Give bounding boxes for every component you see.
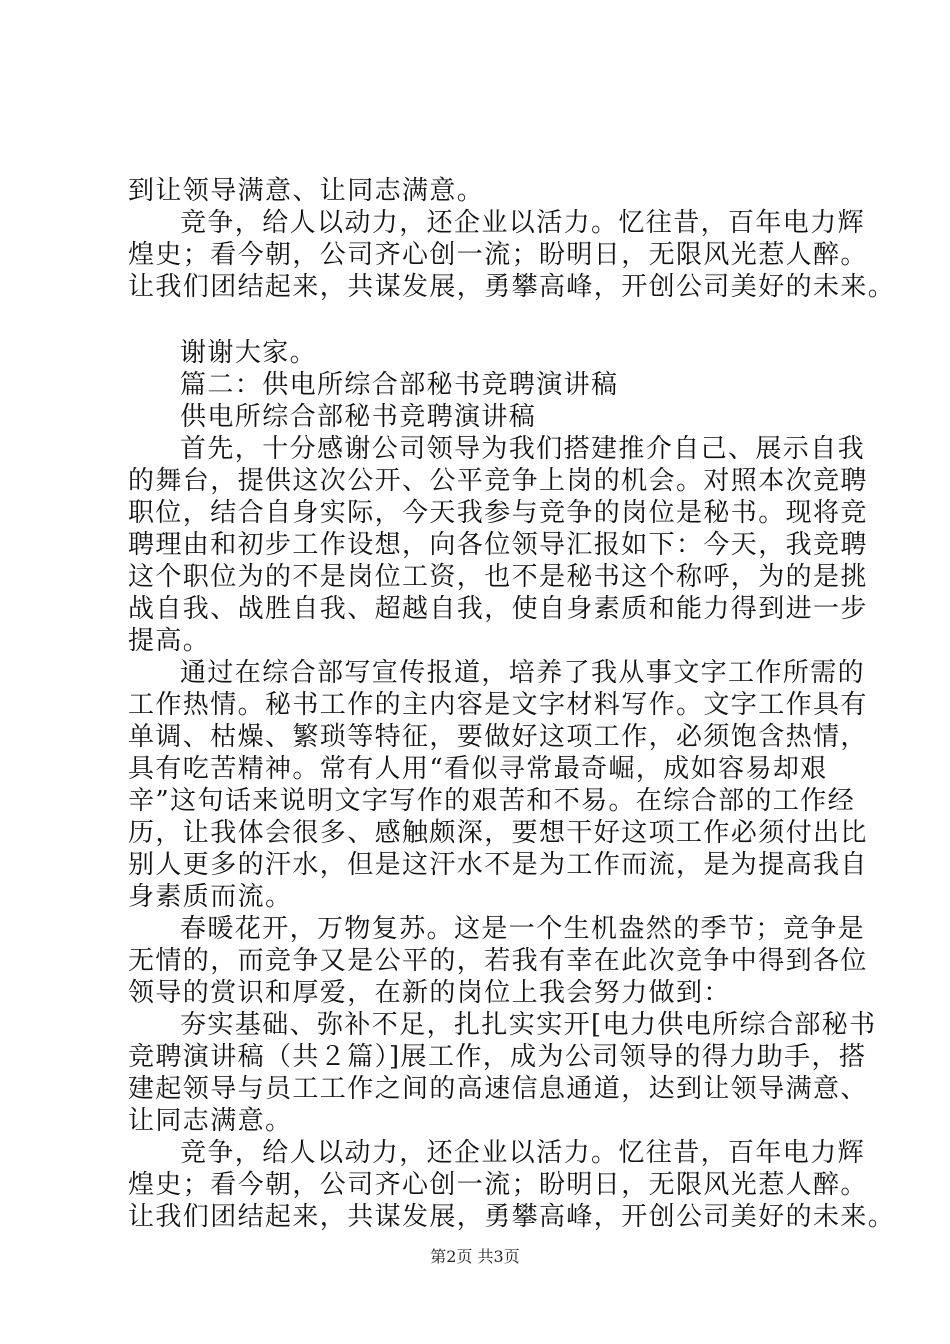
text-line: 让同志满意。 — [128, 1106, 293, 1136]
paragraph-start: 通过在综合部写宣传报道，培养了我从事文字工作所需的 — [180, 658, 866, 688]
text-line: 工作热情。秘书工作的主内容是文字材料写作。文字工作具有 — [128, 690, 868, 720]
text-line: 具有吃苦精神。常有人用“看似寻常最奇崛，成如容易却艰 — [128, 754, 828, 784]
text-line: 让我们团结起来，共谋发展，勇攀高峰，开创公司美好的未来。 — [128, 1202, 896, 1232]
text-line: 聘理由和初步工作设想，向各位领导汇报如下：今天，我竞聘 — [128, 530, 868, 560]
paragraph-gap — [128, 303, 838, 337]
text-line: 的舞台，提供这次公开、公平竞争上岗的机会。对照本次竞聘 — [128, 466, 868, 496]
text-line: 无情的，而竞争又是公平的，若我有幸在此次竞争中得到各位 — [128, 946, 868, 976]
paragraph-start: 竞争，给人以动力，还企业以活力。忆往昔，百年电力辉 — [180, 208, 866, 238]
text-line: 历，让我体会很多、感触颇深，要想干好这项工作必须付出比 — [128, 818, 868, 848]
paragraph-start: 春暖花开，万物复苏。这是一个生机盎然的季节；竞争是 — [180, 914, 866, 944]
text-line: 职位，结合自身实际，今天我参与竞争的岗位是秘书。现将竞 — [128, 498, 868, 528]
paragraph-start: 竞争，给人以动力，还企业以活力。忆往昔，百年电力辉 — [180, 1138, 866, 1168]
text-line: 煌史；看今朝，公司齐心创一流；盼明日，无限风光惹人醉。 — [128, 1170, 868, 1200]
text-line: 别人更多的汗水，但是这汗水不是为工作而流，是为提高我自 — [128, 850, 868, 880]
speech-title: 供电所综合部秘书竞聘演讲稿 — [180, 402, 537, 432]
text-line: 身素质而流。 — [128, 882, 293, 912]
text-line: 煌史；看今朝，公司齐心创一流；盼明日，无限风光惹人醉。 — [128, 240, 868, 270]
text-line: 这个职位为的不是岗位工资，也不是秘书这个称呼，为的是挑 — [128, 562, 868, 592]
text-line: 提高。 — [128, 626, 211, 656]
paragraph-start: 夯实基础、弥补不足，扎扎实实开[电力供电所综合部秘书 — [180, 1010, 877, 1040]
text-line: 竞聘演讲稿（共２篇）]展工作，成为公司领导的得力助手，搭 — [128, 1042, 867, 1072]
text-line: 领导的赏识和厚爱，在新的岗位上我会努力做到： — [128, 978, 731, 1008]
text-line: 单调、枯燥、繁琐等特征，要做好这项工作，必须饱含热情， — [128, 722, 868, 752]
closing-thanks: 谢谢大家。 — [180, 338, 318, 368]
text-line: 让我们团结起来，共谋发展，勇攀高峰，开创公司美好的未来。 — [128, 272, 896, 302]
page-number-footer: 第2页 共3页 — [430, 1247, 520, 1266]
document-body — [128, 175, 896, 1233]
text-line: 辛”这句话来说明文字写作的艰苦和不易。在综合部的工作经 — [128, 786, 856, 816]
paragraph-start: 首先，十分感谢公司领导为我们搭建推介自己、展示自我 — [180, 434, 866, 464]
text-line: 战自我、战胜自我、超越自我，使自身素质和能力得到进一步 — [128, 594, 868, 624]
text-line: 建起领导与员工工作之间的高速信息通道，达到让领导满意、 — [128, 1074, 868, 1104]
section-heading: 篇二：供电所综合部秘书竞聘演讲稿 — [180, 370, 619, 400]
text-line: 到让领导满意、让同志满意。 — [128, 176, 485, 206]
